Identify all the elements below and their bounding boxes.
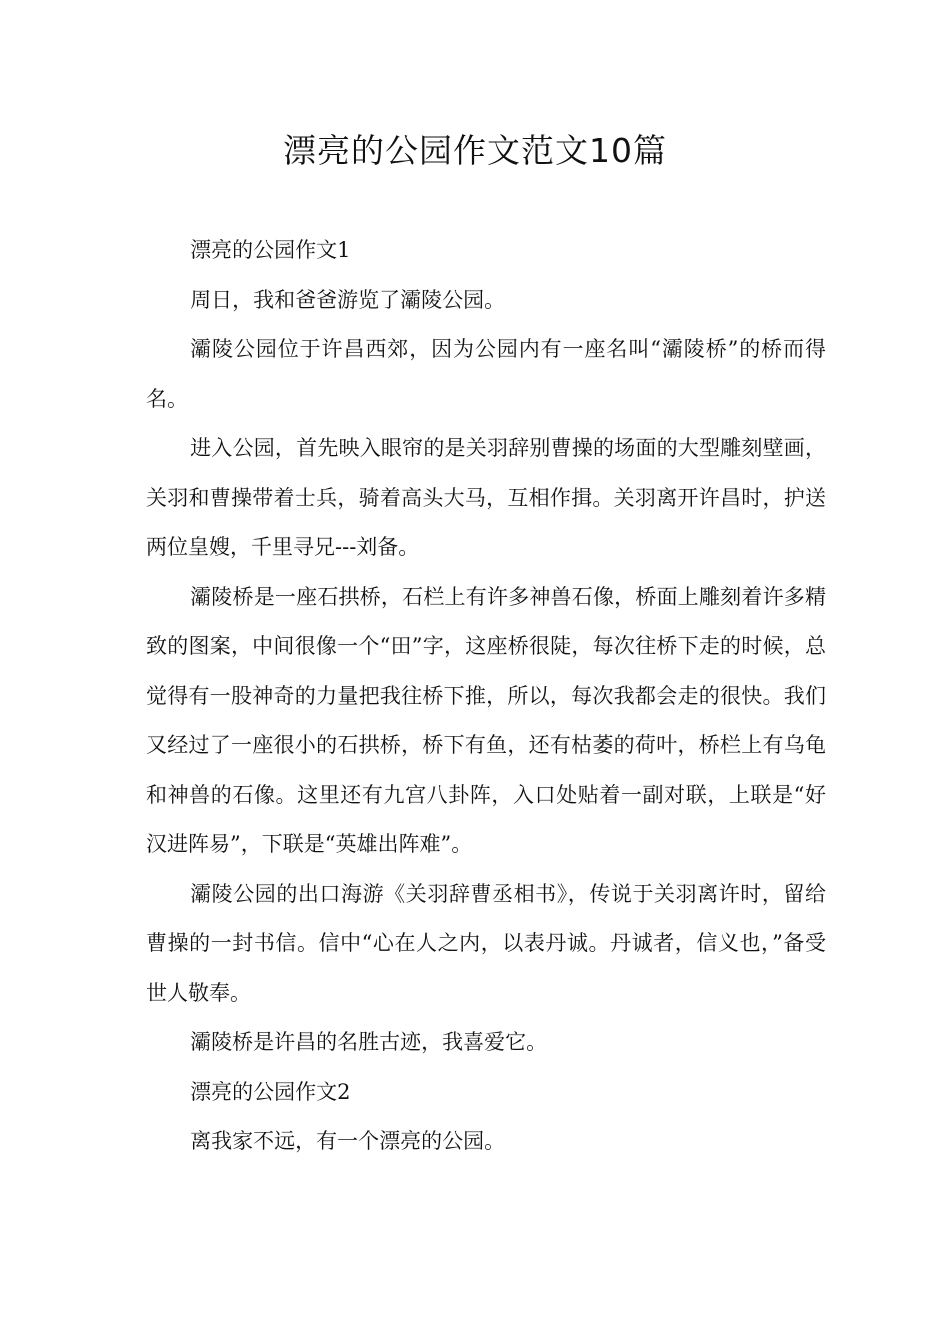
paragraph: 离我家不远，有一个漂亮的公园。 xyxy=(190,1129,506,1153)
document-body xyxy=(146,226,826,1167)
paragraph: 灞陵公园的出口海游《关羽辞曹丞相书》，传说于关羽离许时，留给曹操的一封书信。信中“心在人之内，以表丹诚。丹诚者，信义也，”备受世人敬奉。 xyxy=(146,881,826,1005)
paragraph: 灞陵桥是一座石拱桥，石栏上有许多神兽石像，桥面上雕刻着许多精致的图案，中间很像一个“田”字，这座桥很陡，每次往桥下走的时候，总觉得有一股神奇的力量把我往桥下推，所以，每次我都会走的很快。我们又经过了一座很小的石拱桥，桥下有鱼，还有枯萎的荷叶，桥栏上有乌龟和神兽的石像。这里还有九宫八卦阵，入口处贴着一副对联，上联是“好汉进阵易”，下联是“英雄出阵难”。 xyxy=(146,584,826,856)
essay-heading: 漂亮的公园作文1 xyxy=(190,238,351,262)
document-title: 漂亮的公园作文范文10篇 xyxy=(283,131,667,170)
paragraph: 周日，我和爸爸游览了灞陵公园。 xyxy=(190,287,506,312)
paragraph: 进入公园，首先映入眼帘的是关羽辞别曹操的场面的大型雕刻壁画，关羽和曹操带着士兵，骑着高头大马，互相作揖。关羽离开许昌时，护送两位皇嫂，千里寻兄---刘备。 xyxy=(146,436,826,559)
paragraph: 灞陵公园位于许昌西郊，因为公园内有一座名叫“灞陵桥”的桥而得名。 xyxy=(146,337,826,411)
essay-heading: 漂亮的公园作文2 xyxy=(190,1079,351,1104)
paragraph: 灞陵桥是许昌的名胜古迹，我喜爱它。 xyxy=(190,1030,548,1054)
